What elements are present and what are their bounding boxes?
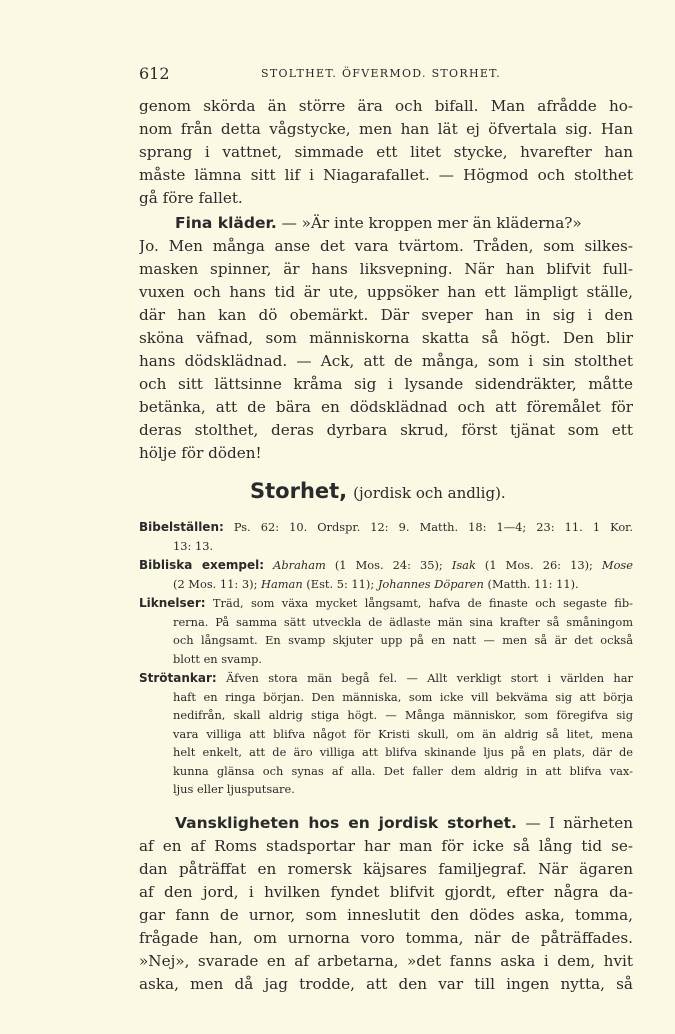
storhet-title: Storhet, [250, 479, 348, 503]
text-line: gar fann de urnor, som inneslutit den dödes aska, tomma, [139, 906, 633, 924]
text-line: dan påträffat en romersk käjsares familjegraf. När ägaren [139, 860, 633, 878]
label-strotankar: Strötankar: [139, 671, 217, 685]
text-run: Ps. 62: 10. Ordspr. 12: 9. Matth. 18: 1—4; 23: 11. 1 Kor. [223, 520, 633, 534]
text-run: (Matth. 11: 11). [483, 576, 579, 591]
exempel-line-2 [139, 575, 633, 594]
text-line: ljus eller ljusputsare. [173, 782, 295, 796]
label-bibliska-exempel: Bibliska exempel: [139, 558, 265, 572]
text-run: Isak [451, 558, 476, 572]
section-heading-storhet [250, 479, 550, 513]
text-line: Jo. Men många anse det vara tvärtom. Tråden, som silkes- [139, 237, 633, 255]
text-run: (1 Mos. 24: 35); [325, 558, 452, 572]
text-line: af en af Roms stadsportar har man för icke så lång tid se- [139, 837, 633, 855]
text-line: betänka, att de bära en dödsklädnad och att föremålet för [139, 398, 633, 416]
section-heading-vanskligheten: Vanskligheten hos en jordisk storhet. [175, 814, 517, 832]
strotankar-line [139, 669, 633, 688]
text-run: Träd, som växa mycket långsamt, hafva de finaste och segaste fib- [205, 596, 633, 610]
liknelser-line [139, 594, 633, 613]
text-line: gå före fallet. [139, 189, 243, 207]
storhet-entries [139, 518, 633, 799]
section-vanskligheten [139, 812, 633, 996]
text-run: (2 Mos. 11: 3); [173, 576, 262, 591]
section-fina-klader [139, 212, 633, 465]
text-run: — »Är inte kroppen mer än kläderna?» [276, 214, 582, 232]
page-number: 612 [139, 64, 170, 83]
text-line: deras stolthet, deras dyrbara skrud, först tjänat som ett [139, 421, 633, 439]
text-line [139, 812, 633, 835]
text-line: och sitt lättsinne kråma sig i lysande sidendräkter, måtte [139, 375, 633, 393]
text-run: Haman [261, 576, 303, 591]
text-run: (Est. 5: 11); [302, 576, 378, 591]
text-line: vara villiga att blifva något för Kristi skull, om än aldrig så litet, mena [173, 726, 633, 741]
text-run: Johannes Döparen [377, 576, 484, 591]
text-line: 13: 13. [173, 538, 214, 553]
bibelstallen-line [139, 518, 633, 537]
text-line [139, 212, 633, 235]
text-line: kunna glänsa och synas af alla. Det faller dem aldrig in att blifva vax- [173, 763, 633, 778]
text-run: Äfven stora män begå fel. — Allt verkligt stort i världen har [216, 671, 633, 685]
text-line: måste lämna sitt lif i Niagarafallet. — Högmod och stolthet [139, 166, 633, 184]
text-line: vuxen och hans tid är ute, uppsöker han ett lämpligt ställe, [139, 283, 633, 301]
text-line: och långsamt. En svamp skjuter upp på en natt — men så är det också [173, 633, 633, 647]
text-line: där han kan dö obemärkt. Där sveper han in sig i den [139, 306, 633, 324]
storhet-subtitle: (jordisk och andlig). [353, 484, 506, 502]
text-line: rerna. På samma sätt utveckla de ädlaste män sina krafter så småningom [173, 614, 633, 629]
label-liknelser: Liknelser: [139, 596, 206, 610]
text-run: — I närheten [516, 814, 633, 832]
page-header [139, 64, 631, 86]
text-run: Abraham [273, 558, 326, 572]
text-line: nom från detta vågstycke, men han lät ej öfvertala sig. Han [139, 120, 633, 138]
text-line: sprang i vattnet, simmade ett litet stycke, hvarefter han [139, 143, 633, 161]
text-line: masken spinner, är hans liksvepning. När han blifvit full- [139, 260, 633, 278]
text-run: (1 Mos. 26: 13); [475, 558, 602, 572]
text-line: af den jord, i hvilken fyndet blifvit gjordt, efter några da- [139, 883, 633, 901]
text-line: nedifrån, skall aldrig stiga högt. — Många människor, som föregifva sig [173, 708, 633, 722]
text-line: hans dödsklädnad. — Ack, att de många, som i sin stolthet [139, 352, 633, 370]
text-line: blott en svamp. [173, 651, 263, 666]
text-run: Mose [601, 558, 633, 572]
exempel-line [139, 556, 633, 575]
text-line: haft en ringa början. Den människa, som icke vill bekväma sig att börja [173, 689, 633, 704]
text-line: hölje för döden! [139, 444, 262, 462]
running-head: STOLTHET. ÖFVERMOD. STORHET. [261, 67, 501, 80]
text-line: frågade han, om urnorna voro tomma, när de påträffades. [139, 929, 633, 947]
label-bibelstallen: Bibelställen: [139, 520, 224, 534]
paragraph-niagara [139, 95, 633, 210]
section-heading-fina-klader: Fina kläder. [175, 214, 277, 232]
text-line: aska, men då jag trodde, att den var till ingen nytta, så [139, 975, 633, 993]
text-line: helt enkelt, att de äro villiga att blifva skinande ljus på en plats, där de [173, 745, 633, 759]
text-line: »Nej», svarade en af arbetarna, »det fanns aska i dem, hvit [139, 952, 633, 970]
text-line: sköna väfnad, som människorna skatta så högt. Den blir [139, 329, 633, 347]
text-line: genom skörda än större ära och bifall. Man afrådde ho- [139, 97, 633, 115]
